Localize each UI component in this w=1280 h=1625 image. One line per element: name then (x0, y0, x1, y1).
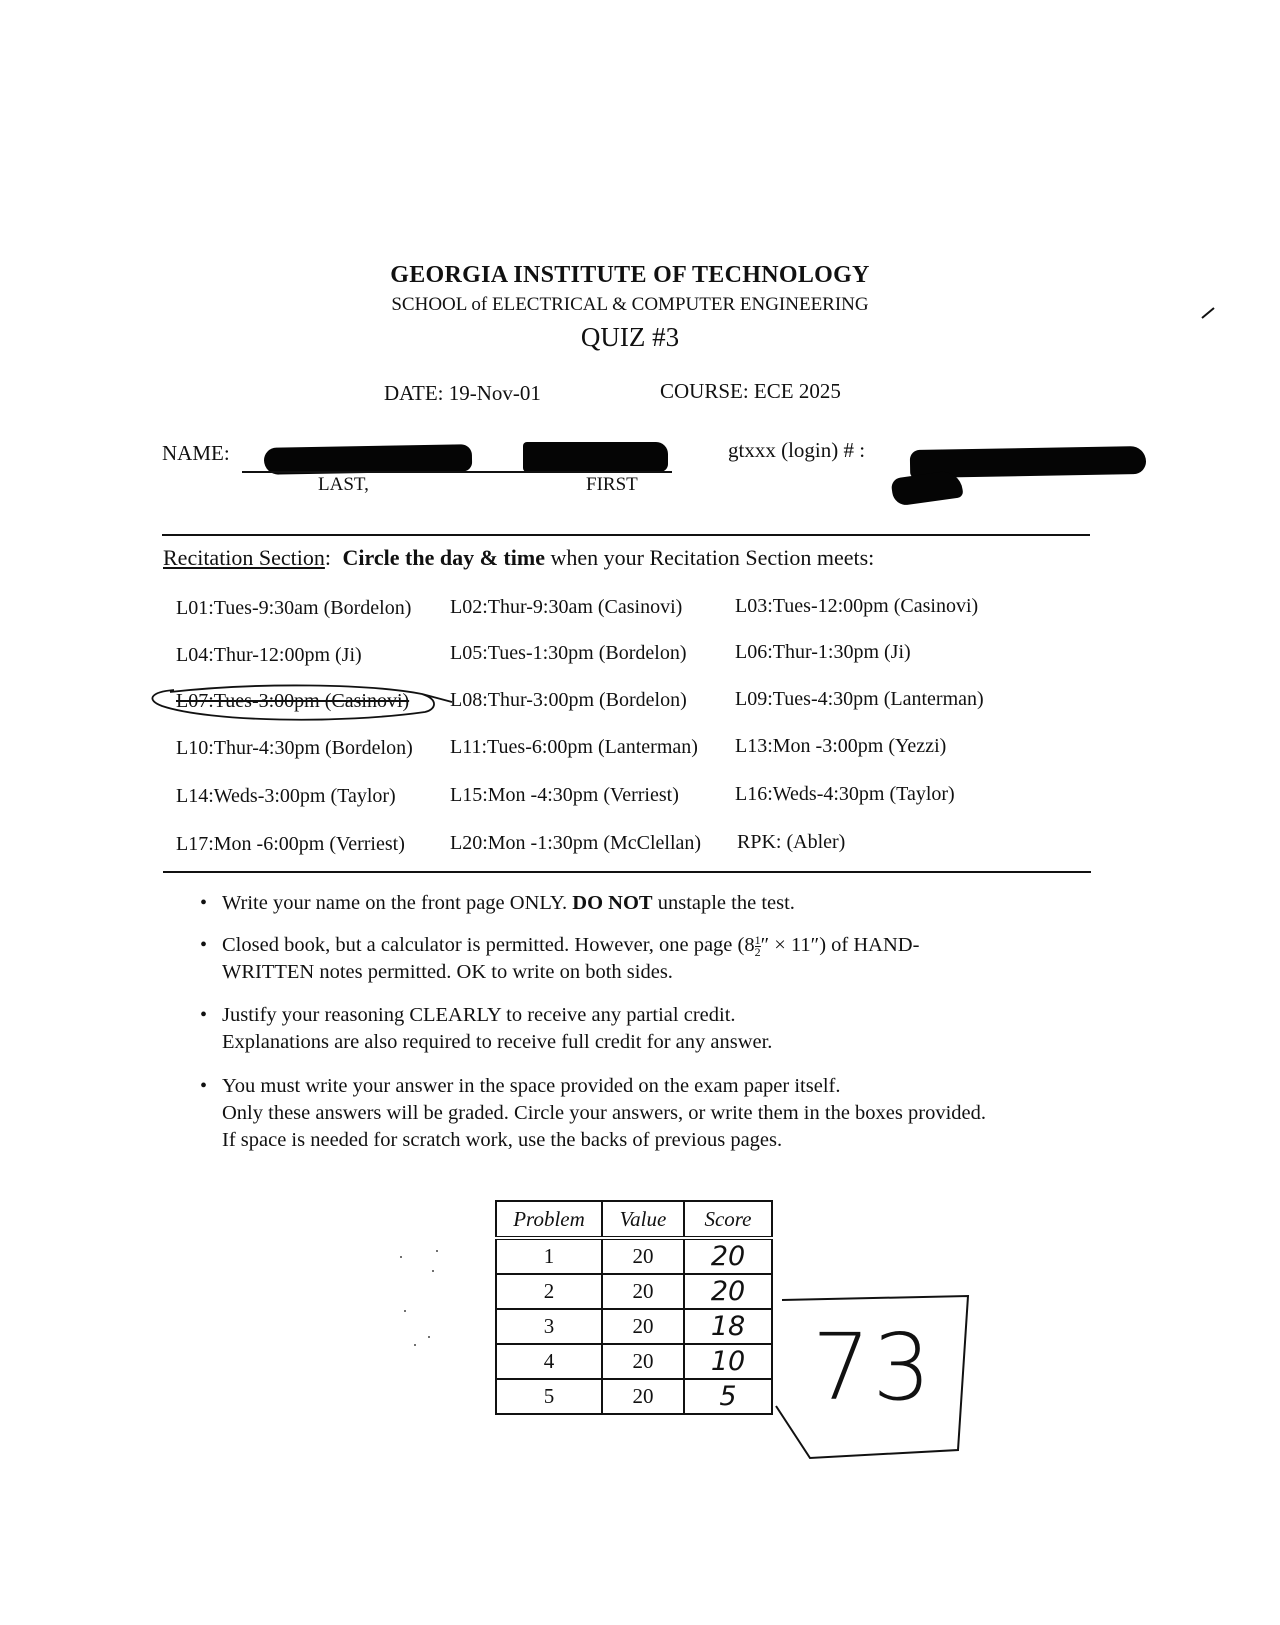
login-label: gtxxx (login) # : (728, 438, 866, 462)
instruction-4-line2: Only these answers will be graded. Circle your answers, or write them in the boxes provided. (222, 1102, 986, 1124)
first-label: FIRST (586, 474, 638, 495)
section-L17[interactable]: L17:Mon -6:00pm (Verriest) (176, 833, 405, 855)
instruction-1-post: unstaple the test. (657, 892, 795, 914)
section-L16[interactable]: L16:Weds-4:30pm (Taylor) (735, 783, 955, 805)
circled-section-mark (140, 680, 460, 730)
problem-value: 20 (602, 1274, 684, 1309)
problem-number: 3 (496, 1309, 602, 1344)
section-L05[interactable]: L05:Tues-1:30pm (Bordelon) (450, 642, 687, 664)
name-underline (242, 471, 672, 473)
instruction-2-line2: WRITTEN notes permitted. OK to write on both sides. (222, 961, 673, 983)
section-L15[interactable]: L15:Mon -4:30pm (Verriest) (450, 784, 679, 806)
instruction-3 (200, 1002, 773, 1056)
course-code: COURSE: ECE 2025 (660, 379, 841, 403)
section-L03[interactable]: L03:Tues-12:00pm (Casinovi) (735, 595, 979, 617)
table-row (496, 1274, 772, 1309)
problem-value: 20 (602, 1379, 684, 1414)
section-L10[interactable]: L10:Thur-4:30pm (Bordelon) (176, 737, 413, 759)
instruction-1-bold: DO NOT (572, 892, 653, 914)
recitation-heading (163, 545, 874, 571)
exam-date: DATE: 19-Nov-01 (384, 381, 541, 405)
section-L07[interactable]: L07:Tues-3:00pm (Casinovi) (176, 690, 410, 712)
problem-value: 20 (602, 1238, 684, 1274)
section-L01[interactable]: L01:Tues-9:30am (Bordelon) (176, 597, 412, 619)
section-L08[interactable]: L08:Thur-3:00pm (Bordelon) (450, 689, 687, 711)
recitation-instruction: when your Recitation Section meets: (550, 545, 875, 570)
score-table (495, 1200, 773, 1415)
recitation-instruction-bold: Circle the day & time (342, 545, 545, 570)
redacted-first-name (523, 442, 668, 472)
section-L11[interactable]: L11:Tues-6:00pm (Lanterman) (450, 736, 698, 758)
problem-score: 10 (684, 1344, 772, 1379)
problem-number: 4 (496, 1344, 602, 1379)
header-value: Value (602, 1201, 684, 1238)
name-label: NAME: (162, 441, 230, 465)
recitation-label: Recitation Section (163, 545, 325, 570)
instruction-4-line1: You must write your answer in the space provided on the exam paper itself. (222, 1075, 841, 1097)
total-score: 73 (812, 1314, 934, 1421)
instruction-3-line1: Justify your reasoning CLEARLY to receive any partial credit. (222, 1004, 736, 1026)
problem-value: 20 (602, 1344, 684, 1379)
instruction-1-pre: Write your name on the front page ONLY. (222, 892, 568, 914)
section-L14[interactable]: L14:Weds-3:00pm (Taylor) (176, 785, 396, 807)
instruction-2-pre: Closed book, but a calculator is permitted. However, one page (8 (222, 934, 755, 956)
bullet-icon: • (200, 1004, 208, 1026)
table-row (496, 1379, 772, 1414)
header-score: Score (684, 1201, 772, 1238)
instruction-1 (200, 890, 795, 917)
table-row (496, 1238, 772, 1274)
instruction-2 (200, 932, 920, 986)
fraction-denominator: 2 (754, 944, 761, 959)
table-row (496, 1309, 772, 1344)
problem-score: 20 (684, 1274, 772, 1309)
bullet-icon: • (200, 1075, 208, 1097)
last-label: LAST, (318, 474, 369, 495)
instruction-4-line3: If space is needed for scratch work, use the backs of previous pages. (222, 1129, 783, 1151)
recitation-colon: : (324, 545, 332, 570)
section-L06[interactable]: L06:Thur-1:30pm (Ji) (735, 641, 911, 663)
problem-number: 2 (496, 1274, 602, 1309)
redacted-login-scribble (890, 469, 963, 506)
section-L09[interactable]: L09:Tues-4:30pm (Lanterman) (735, 688, 984, 710)
problem-score: 18 (684, 1309, 772, 1344)
instruction-2-post: ″ × 11″) of HAND- (760, 934, 920, 956)
section-L13[interactable]: L13:Mon -3:00pm (Yezzi) (735, 735, 947, 757)
header-problem: Problem (496, 1201, 602, 1238)
instruction-3-line2: Explanations are also required to receive full credit for any answer. (222, 1031, 773, 1053)
section-L20[interactable]: L20:Mon -1:30pm (McClellan) (450, 832, 702, 854)
table-row (496, 1344, 772, 1379)
quiz-title: QUIZ #3 (580, 322, 680, 352)
problem-number: 1 (496, 1238, 602, 1274)
problem-score: 20 (684, 1238, 772, 1274)
bottom-divider (163, 871, 1091, 873)
section-L04[interactable]: L04:Thur-12:00pm (Ji) (176, 644, 362, 666)
bullet-icon: • (200, 934, 208, 956)
bullet-icon: • (200, 892, 208, 914)
scan-specks (395, 1245, 455, 1365)
school-title: SCHOOL of ELECTRICAL & COMPUTER ENGINEERING (391, 294, 869, 315)
problem-score: 5 (684, 1379, 772, 1414)
score-table-header (496, 1201, 772, 1238)
top-divider (162, 534, 1090, 536)
institution-title: GEORGIA INSTITUTE OF TECHNOLOGY (390, 262, 870, 288)
fraction-numerator: 1 (754, 932, 761, 947)
problem-number: 5 (496, 1379, 602, 1414)
pen-mark (1200, 302, 1220, 322)
instruction-4 (200, 1073, 986, 1154)
problem-value: 20 (602, 1309, 684, 1344)
section-RPK[interactable]: RPK: (Abler) (737, 831, 846, 853)
section-L02[interactable]: L02:Thur-9:30am (Casinovi) (450, 596, 683, 618)
